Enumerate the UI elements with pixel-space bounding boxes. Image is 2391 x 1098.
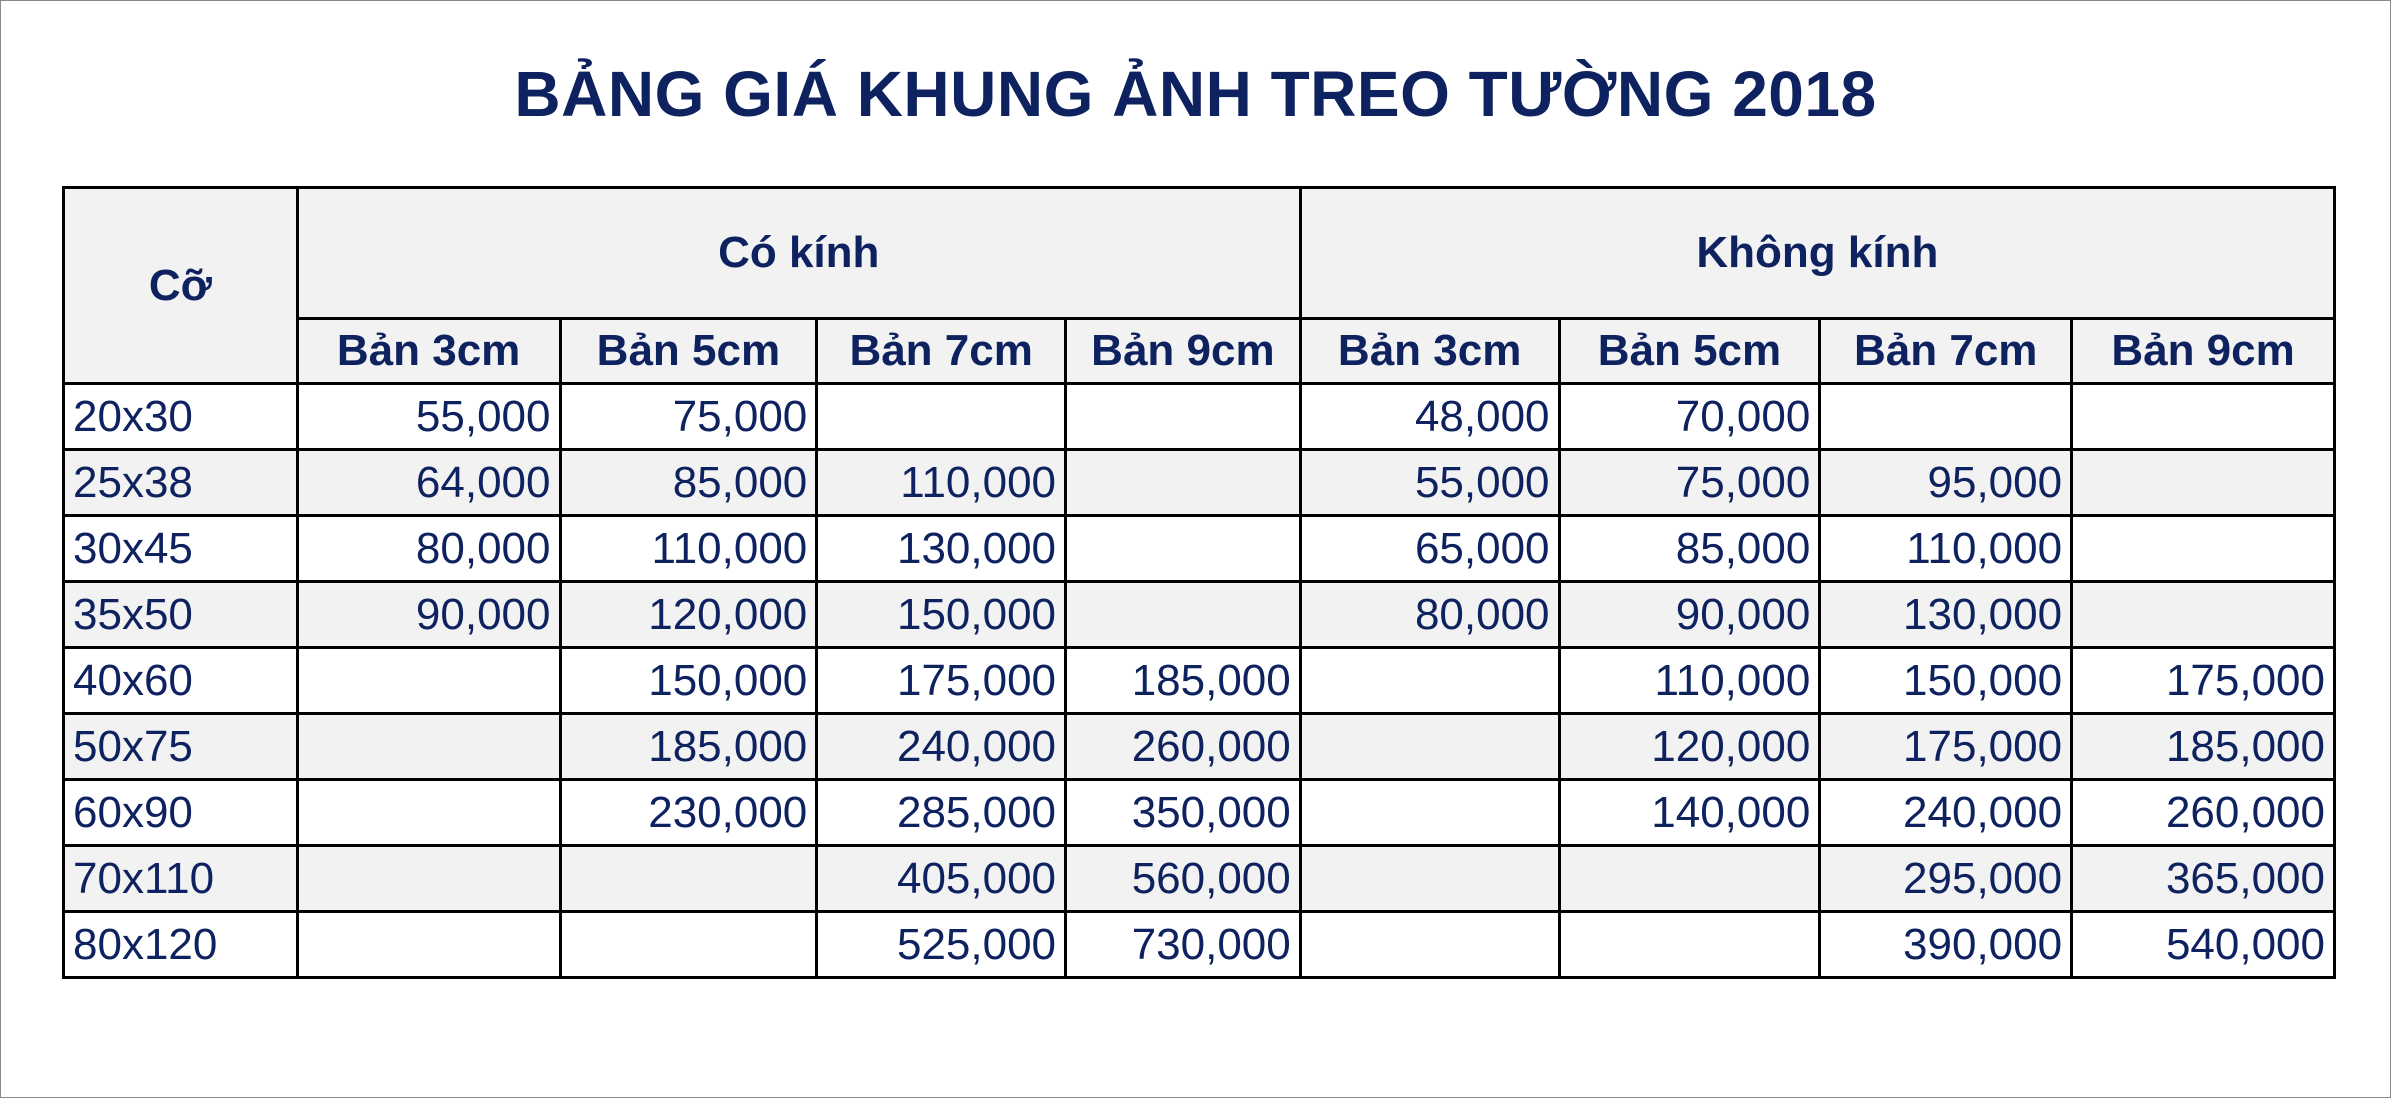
price-cell: 75,000 <box>560 384 817 450</box>
price-cell <box>297 912 560 978</box>
subheader-width: Bản 5cm <box>1559 319 1820 384</box>
header-row-widths <box>64 319 2335 384</box>
price-cell <box>1066 450 1301 516</box>
price-cell <box>1066 582 1301 648</box>
price-cell: 120,000 <box>1559 714 1820 780</box>
subheader-width: Bản 9cm <box>2072 319 2335 384</box>
price-cell <box>1066 516 1301 582</box>
size-cell: 60x90 <box>64 780 298 846</box>
price-cell: 110,000 <box>1559 648 1820 714</box>
price-cell: 240,000 <box>1820 780 2072 846</box>
price-cell <box>817 384 1066 450</box>
price-cell <box>1300 714 1559 780</box>
price-cell: 80,000 <box>297 516 560 582</box>
price-cell: 110,000 <box>817 450 1066 516</box>
price-cell: 90,000 <box>1559 582 1820 648</box>
price-cell: 120,000 <box>560 582 817 648</box>
price-cell: 240,000 <box>817 714 1066 780</box>
subheader-width: Bản 3cm <box>1300 319 1559 384</box>
size-cell: 40x60 <box>64 648 298 714</box>
price-cell: 365,000 <box>2072 846 2335 912</box>
price-cell: 55,000 <box>1300 450 1559 516</box>
price-cell <box>1300 846 1559 912</box>
price-cell <box>2072 450 2335 516</box>
price-cell <box>297 780 560 846</box>
price-cell: 130,000 <box>1820 582 2072 648</box>
price-cell: 175,000 <box>1820 714 2072 780</box>
price-cell: 295,000 <box>1820 846 2072 912</box>
price-table-body <box>64 384 2335 978</box>
price-cell: 540,000 <box>2072 912 2335 978</box>
price-cell <box>1066 384 1301 450</box>
price-cell: 260,000 <box>2072 780 2335 846</box>
price-cell: 260,000 <box>1066 714 1301 780</box>
price-cell: 150,000 <box>560 648 817 714</box>
price-cell <box>297 714 560 780</box>
table-row <box>64 846 2335 912</box>
table-row <box>64 648 2335 714</box>
price-cell: 150,000 <box>1820 648 2072 714</box>
table-row <box>64 582 2335 648</box>
table-row <box>64 450 2335 516</box>
price-cell <box>297 846 560 912</box>
price-cell: 80,000 <box>1300 582 1559 648</box>
price-cell: 560,000 <box>1066 846 1301 912</box>
price-cell: 185,000 <box>1066 648 1301 714</box>
subheader-width: Bản 9cm <box>1066 319 1301 384</box>
price-cell <box>1820 384 2072 450</box>
subheader-width: Bản 7cm <box>1820 319 2072 384</box>
price-cell: 390,000 <box>1820 912 2072 978</box>
price-cell: 150,000 <box>817 582 1066 648</box>
price-cell: 185,000 <box>560 714 817 780</box>
price-table <box>62 186 2336 979</box>
table-row <box>64 912 2335 978</box>
price-cell <box>2072 384 2335 450</box>
size-cell: 70x110 <box>64 846 298 912</box>
price-cell: 110,000 <box>560 516 817 582</box>
table-row <box>64 516 2335 582</box>
price-cell <box>1300 780 1559 846</box>
price-cell: 285,000 <box>817 780 1066 846</box>
size-cell: 80x120 <box>64 912 298 978</box>
price-cell <box>1300 912 1559 978</box>
table-row <box>64 714 2335 780</box>
size-cell: 50x75 <box>64 714 298 780</box>
price-cell <box>560 846 817 912</box>
price-cell: 75,000 <box>1559 450 1820 516</box>
price-cell <box>1300 648 1559 714</box>
price-cell: 110,000 <box>1820 516 2072 582</box>
price-cell <box>1559 912 1820 978</box>
price-cell: 350,000 <box>1066 780 1301 846</box>
price-cell <box>297 648 560 714</box>
subheader-width: Bản 3cm <box>297 319 560 384</box>
price-cell <box>560 912 817 978</box>
size-cell: 20x30 <box>64 384 298 450</box>
price-cell: 230,000 <box>560 780 817 846</box>
price-cell: 405,000 <box>817 846 1066 912</box>
price-cell: 65,000 <box>1300 516 1559 582</box>
price-cell <box>2072 516 2335 582</box>
group-header-with-glass: Có kính <box>297 188 1300 319</box>
size-cell: 35x50 <box>64 582 298 648</box>
price-cell: 85,000 <box>560 450 817 516</box>
price-cell: 90,000 <box>297 582 560 648</box>
price-cell: 140,000 <box>1559 780 1820 846</box>
size-column-header: Cỡ <box>64 188 298 384</box>
size-cell: 30x45 <box>64 516 298 582</box>
price-cell: 95,000 <box>1820 450 2072 516</box>
price-cell: 70,000 <box>1559 384 1820 450</box>
price-cell: 55,000 <box>297 384 560 450</box>
price-cell: 175,000 <box>2072 648 2335 714</box>
table-row <box>64 780 2335 846</box>
price-cell: 48,000 <box>1300 384 1559 450</box>
header-row-groups <box>64 188 2335 319</box>
price-cell: 525,000 <box>817 912 1066 978</box>
group-header-without-glass: Không kính <box>1300 188 2334 319</box>
price-cell: 64,000 <box>297 450 560 516</box>
price-cell: 85,000 <box>1559 516 1820 582</box>
price-cell: 730,000 <box>1066 912 1301 978</box>
price-cell: 175,000 <box>817 648 1066 714</box>
page-title: BẢNG GIÁ KHUNG ẢNH TREO TƯỜNG 2018 <box>514 58 1877 130</box>
subheader-width: Bản 7cm <box>817 319 1066 384</box>
price-cell: 130,000 <box>817 516 1066 582</box>
subheader-width: Bản 5cm <box>560 319 817 384</box>
price-cell: 185,000 <box>2072 714 2335 780</box>
price-cell <box>2072 582 2335 648</box>
size-cell: 25x38 <box>64 450 298 516</box>
table-row <box>64 384 2335 450</box>
price-cell <box>1559 846 1820 912</box>
